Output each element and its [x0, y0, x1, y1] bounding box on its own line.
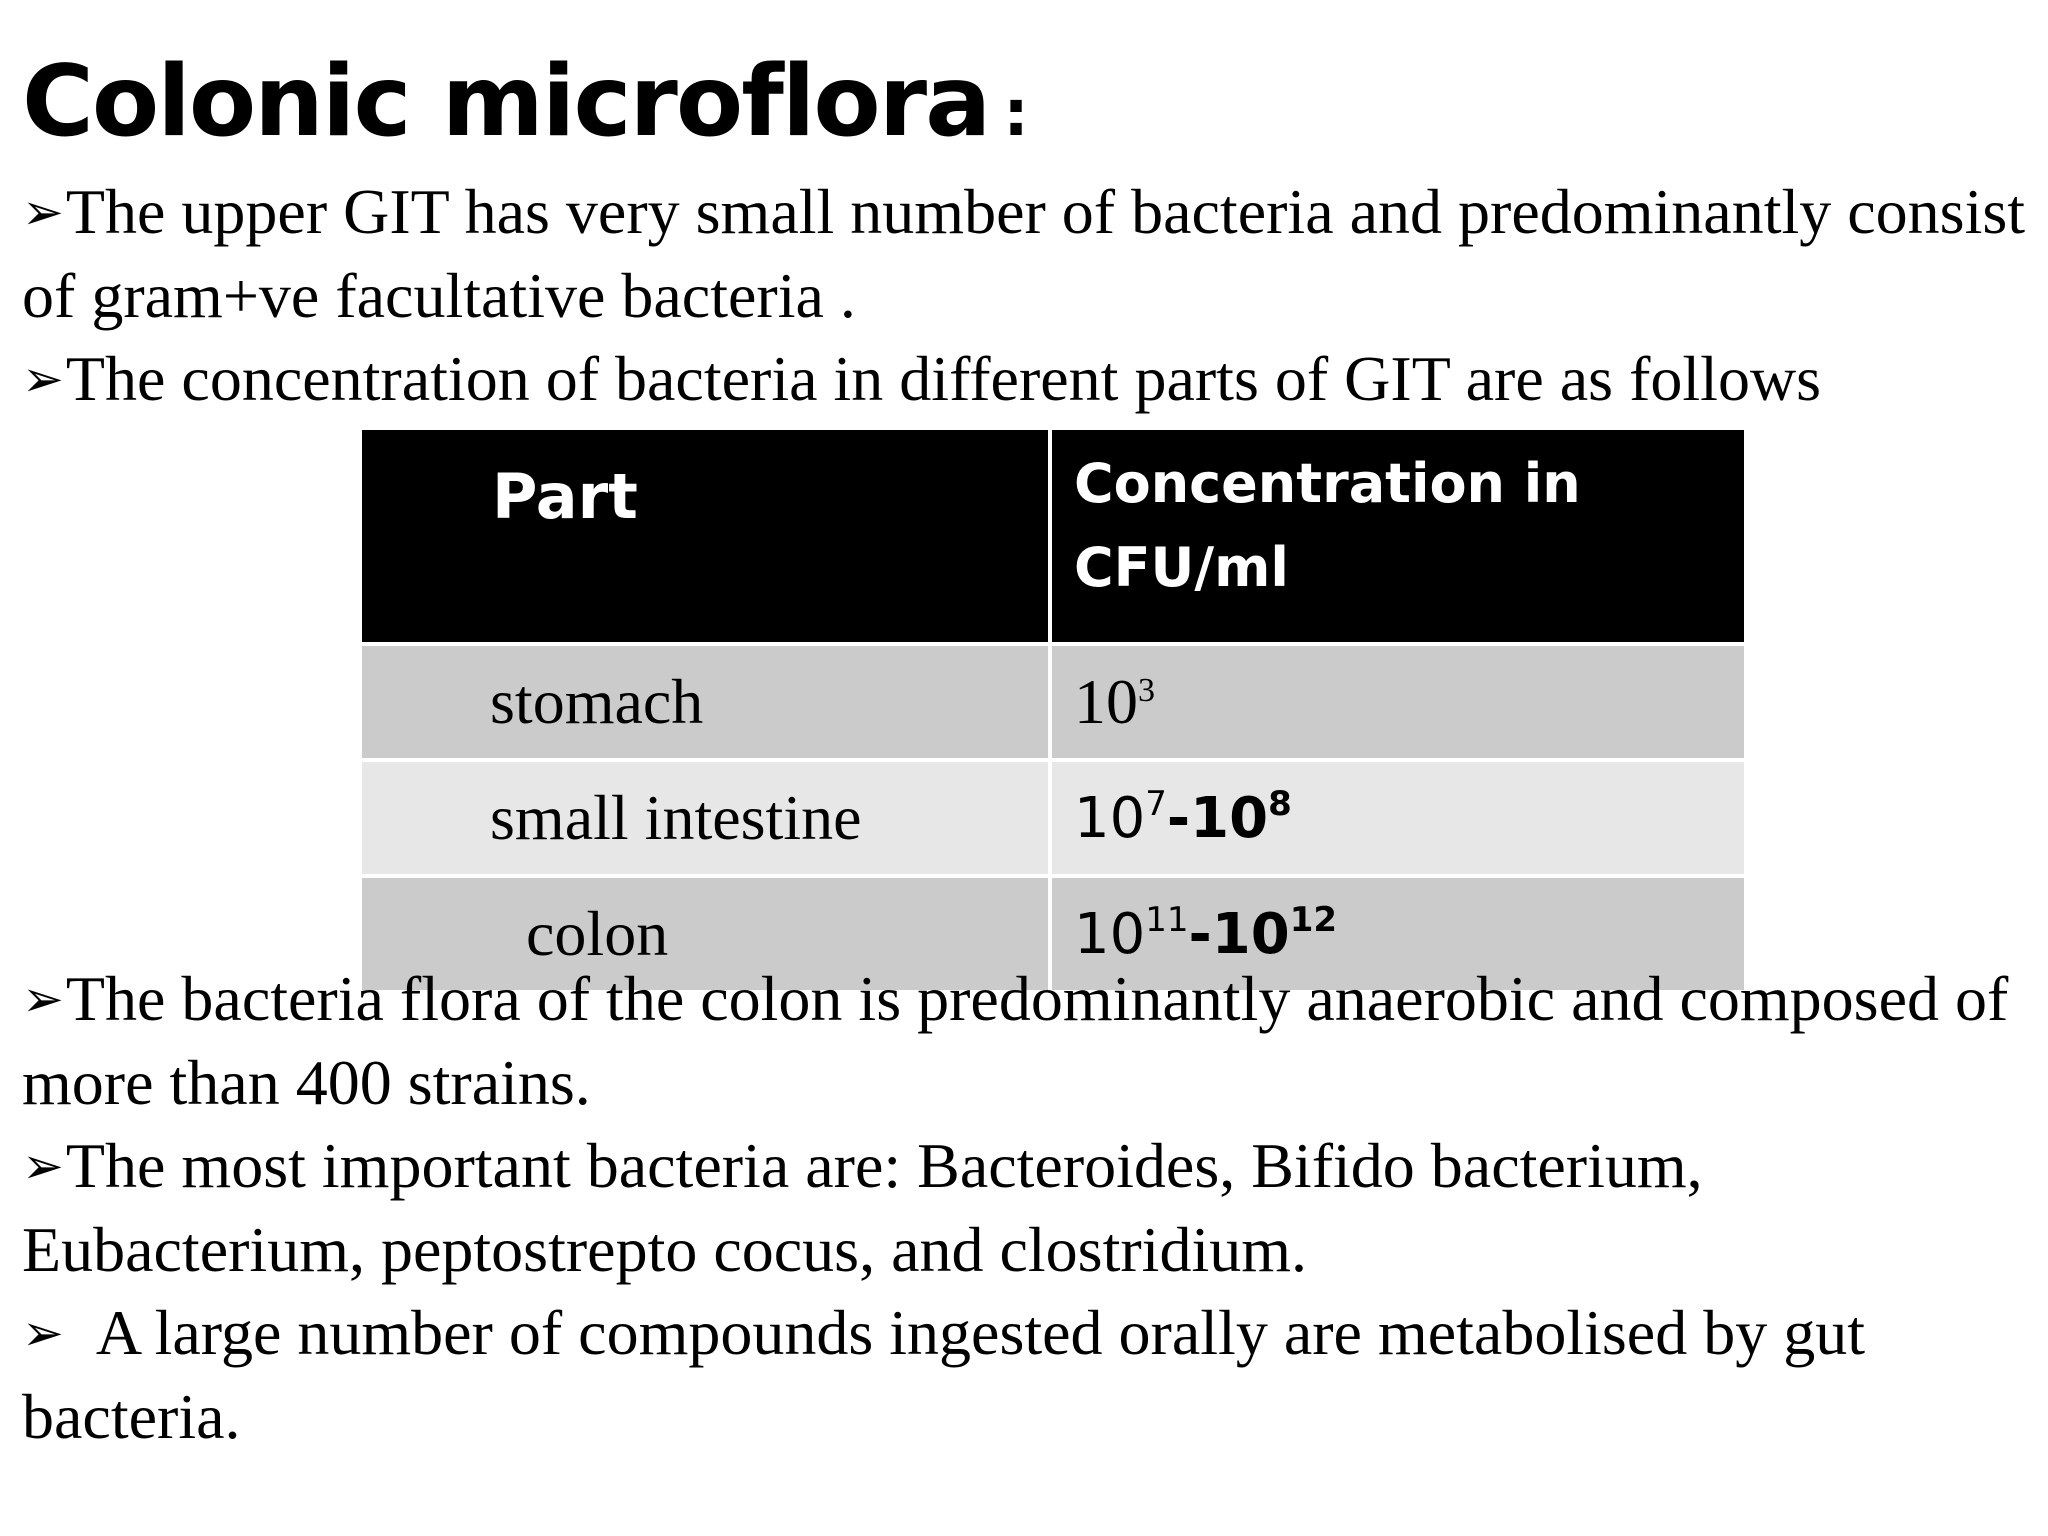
paragraph-text: The bacteria flora of the colon is predominantly anaerobic and composed of more than 400 strains.: [22, 963, 2009, 1118]
value-separator: -: [1188, 901, 1212, 967]
concentration-table: [362, 430, 1744, 990]
header-concentration: Concentration in CFU/ml: [1050, 430, 1744, 644]
value-exponent: 7: [1145, 783, 1167, 824]
paragraph-text: The most important bacteria are: Bacteroides, Bifido bacterium, Eubacterium, peptostrepto cocus, and clostridium.: [22, 1130, 1703, 1285]
cell-part: small intestine: [362, 760, 1050, 876]
arrow-bullet-icon: ➢: [22, 183, 64, 241]
table-row: [362, 760, 1744, 876]
value-exponent: 11: [1145, 899, 1189, 940]
cell-concentration: [1050, 644, 1744, 760]
value-base-upper: 10: [1211, 901, 1290, 967]
title-text: Colonic microflora: [22, 45, 990, 159]
bullet-paragraph-upper-git: [22, 170, 2032, 337]
table-row: [362, 644, 1744, 760]
value-base: 10: [1074, 666, 1138, 737]
value-separator: -: [1166, 785, 1191, 851]
header-part: Part: [362, 430, 1050, 644]
paragraph-text: The upper GIT has very small number of bacteria and predominantly consist of gram+ve facultative bacteria .: [22, 176, 2026, 331]
paragraph-text: A large number of compounds ingested orally are metabolised by gut bacteria.: [22, 1297, 1865, 1452]
value-exponent-upper: 8: [1268, 783, 1292, 824]
value-exponent-upper: 12: [1289, 899, 1338, 940]
value-exponent: 3: [1138, 672, 1155, 709]
bullet-paragraph-colon-flora: [22, 957, 2032, 1124]
arrow-bullet-icon: ➢: [22, 1304, 64, 1362]
arrow-bullet-icon: ➢: [22, 970, 64, 1028]
title-colon: :: [1003, 77, 1029, 151]
value-base-upper: 10: [1190, 785, 1269, 851]
arrow-bullet-icon: ➢: [22, 1137, 64, 1195]
cell-part: colon: [362, 876, 1050, 990]
value-base: 10: [1074, 785, 1146, 851]
bullet-paragraph-important-bacteria: [22, 1124, 2032, 1291]
value-base: 10: [1074, 901, 1146, 967]
cell-part: stomach: [362, 644, 1050, 760]
table-header-row: [362, 430, 1744, 644]
arrow-bullet-icon: ➢: [22, 350, 64, 408]
slide-title: [22, 42, 1029, 174]
bullet-paragraph-concentration: [22, 337, 2032, 421]
cell-concentration: [1050, 760, 1744, 876]
bullet-paragraph-metabolised: [22, 1291, 2032, 1458]
paragraph-text: The concentration of bacteria in different parts of GIT are as follows: [65, 343, 1822, 414]
